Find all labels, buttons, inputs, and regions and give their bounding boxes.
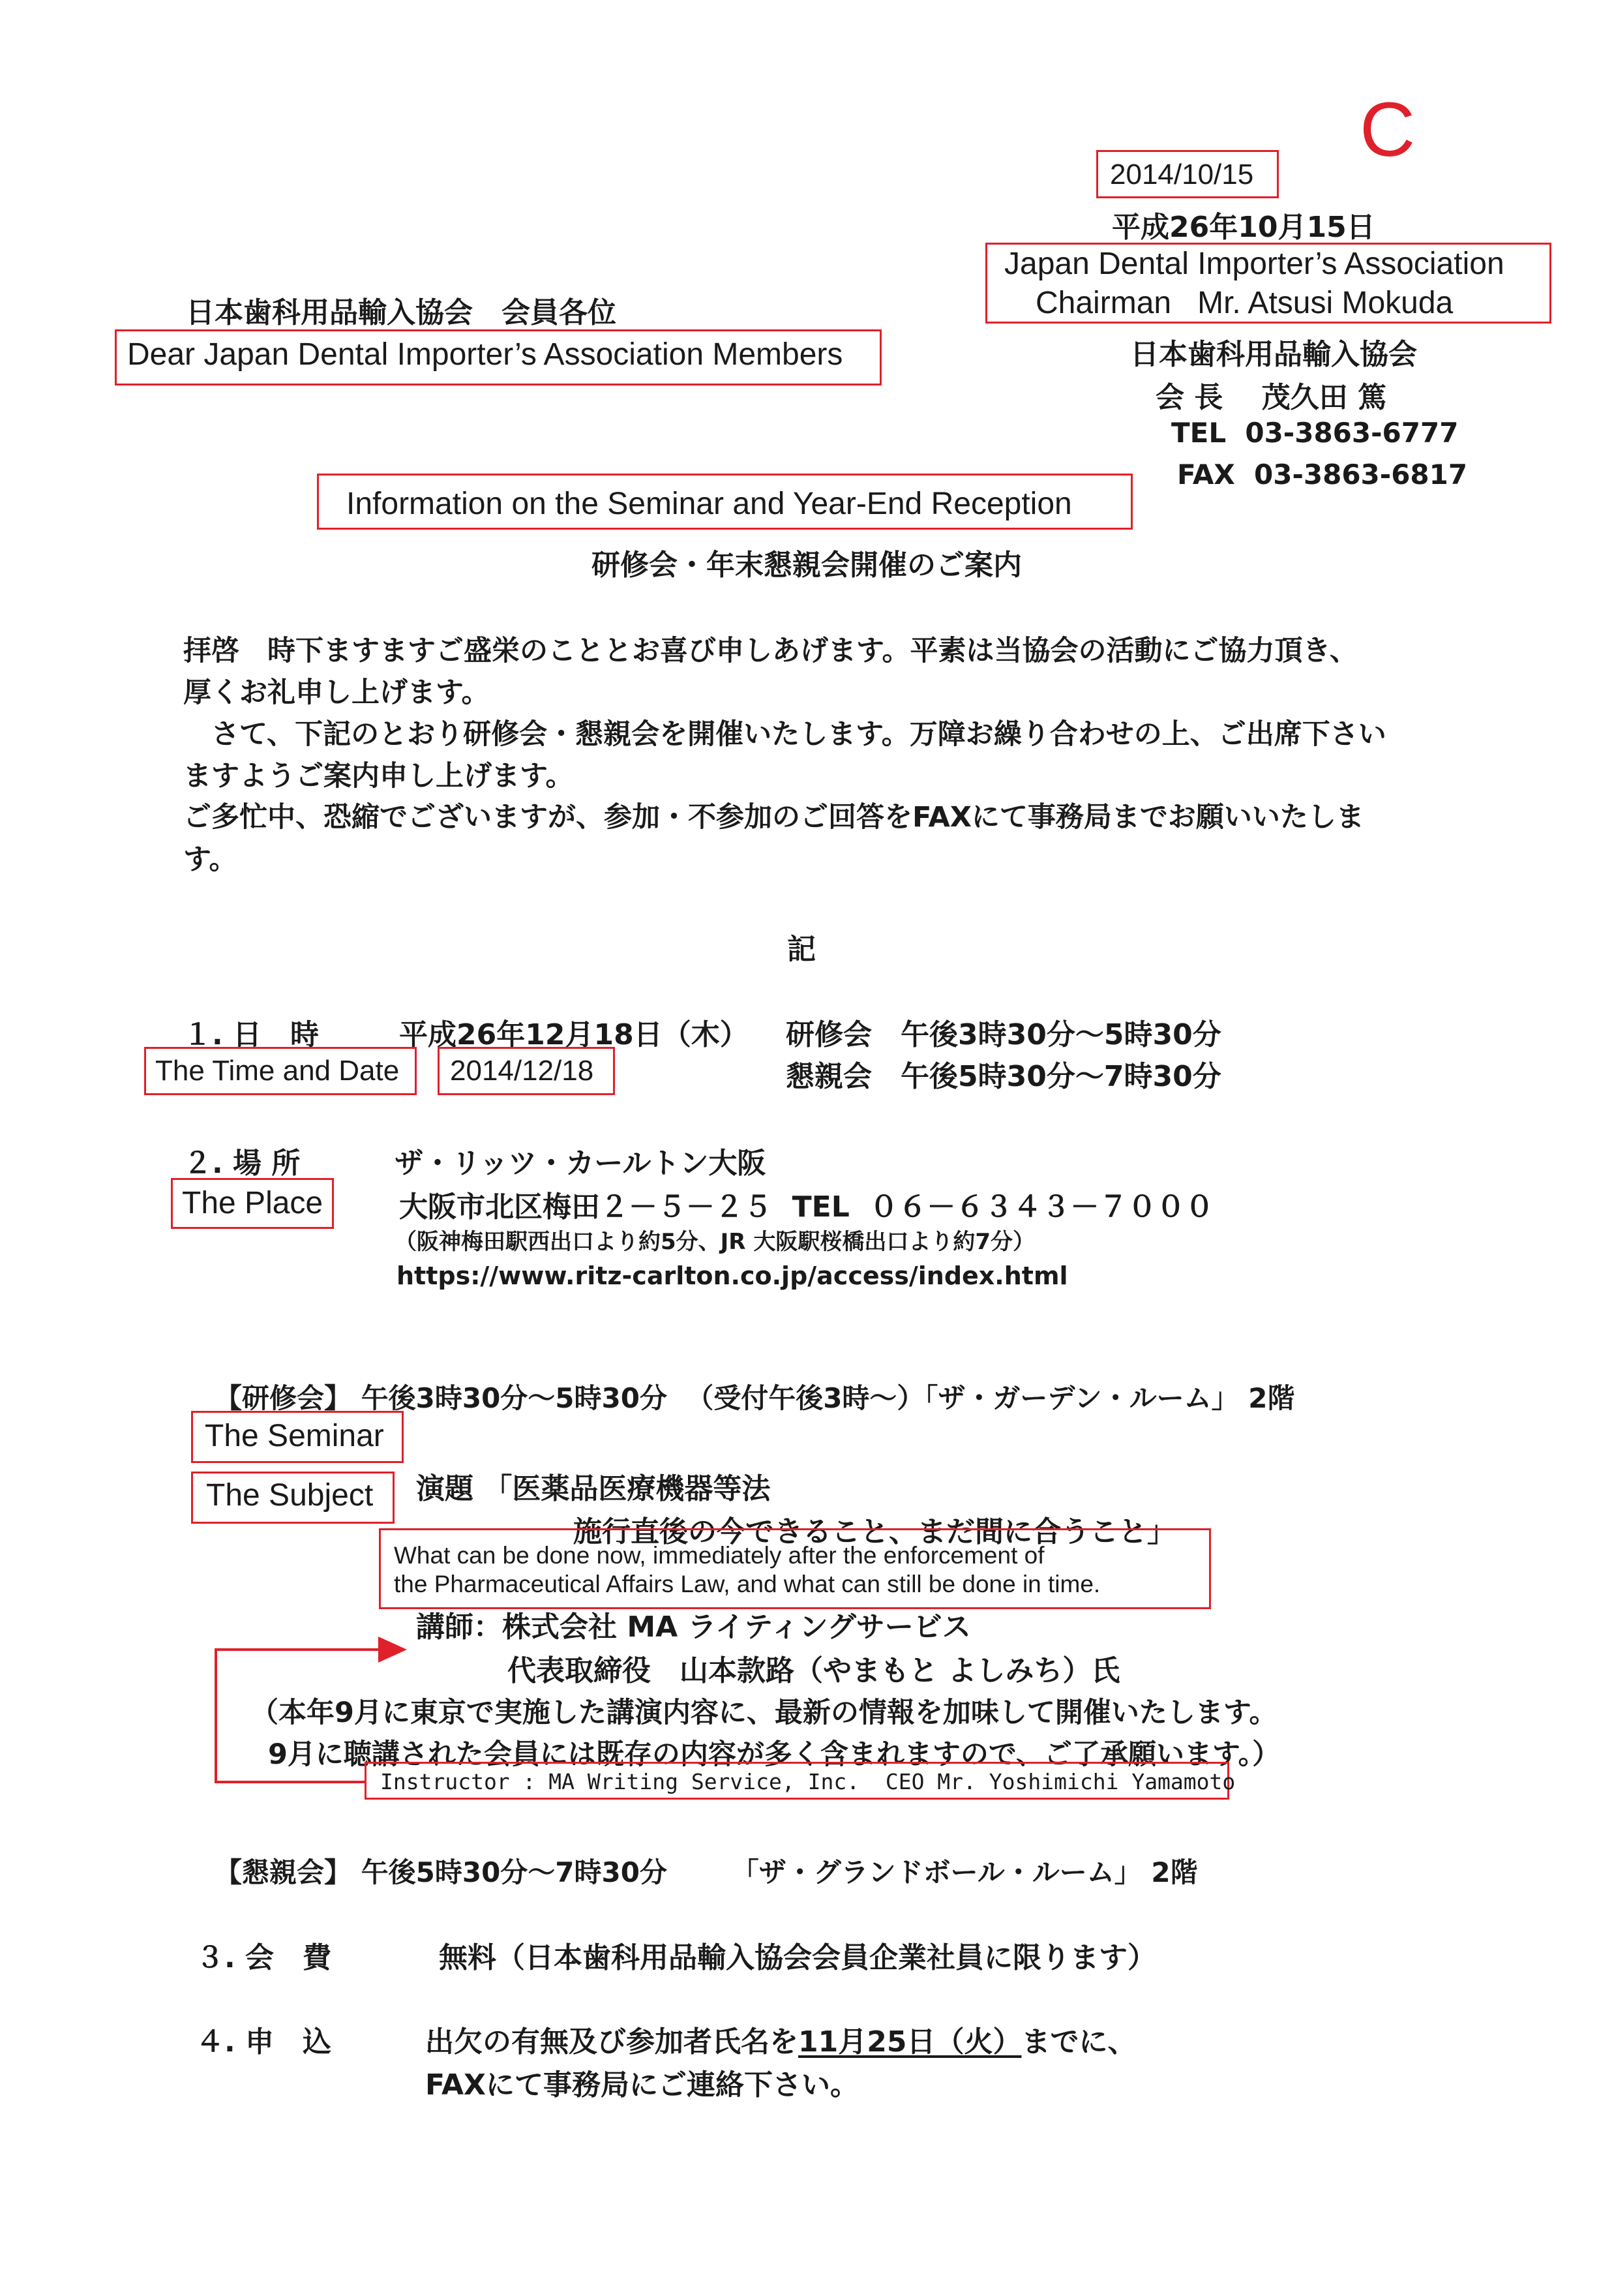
apply-line-1 — [425, 2018, 1136, 2060]
date-jp: 平成26年10月15日 — [1112, 211, 1375, 244]
lecturer-line-2: 代表取締役 山本款路（やまもと よしみち）氏 — [507, 1654, 1120, 1687]
venue-address: 大阪市北区梅田２－５－２５ TEL ０６－６３４３－７０００ — [399, 1190, 1214, 1224]
title-en: Information on the Seminar and Year-End Reception — [346, 487, 1072, 521]
seminar-label-en: The Seminar — [205, 1419, 384, 1453]
item2-heading: ２. 場 所 — [183, 1147, 301, 1180]
time-date-label-en: The Time and Date — [155, 1055, 400, 1087]
item1-date-en: 2014/12/18 — [450, 1055, 594, 1087]
title-jp: 研修会・年末懇親会開催のご案内 — [591, 549, 1022, 582]
sender-en-line2: Chairman Mr. Atsusi Mokuda — [1036, 286, 1454, 320]
note-line-2: 9月に聴講された会員には既存の内容が多く含まれますので、ご了承願います。） — [268, 1738, 1281, 1771]
instructor-en: Instructor : MA Writing Service, Inc. CEO Mr. Yoshimichi Yamamoto — [380, 1769, 1236, 1794]
body-line-3: さて、下記のとおり研修会・懇親会を開催いたします。万障お繰り合わせの上、ご出席下さい — [183, 718, 1386, 751]
arrow-top-line — [215, 1648, 384, 1651]
body-line-5: ご多忙中、恐縮でございますが、参加・不参加のご回答をFAXにて事務局までお願いいたしま — [183, 801, 1364, 834]
item1-heading: １. 日 時 — [183, 1018, 320, 1051]
venue-access: （阪神梅田駅西出口より約5分、JR 大阪駅桜橋出口より約7分） — [395, 1229, 1035, 1255]
apply-text-before: 出欠の有無及び参加者氏名を — [425, 2025, 798, 2059]
sender-tel: TEL 03-3863-6777 — [1171, 417, 1459, 449]
item1-date-jp: 平成26年12月18日（木） — [399, 1018, 749, 1051]
item1-seminar-time: 研修会 午後3時30分～5時30分 — [786, 1018, 1221, 1051]
venue-name: ザ・リッツ・カールトン大阪 — [395, 1147, 766, 1180]
sender-fax: FAX 03-3863-6817 — [1177, 459, 1468, 491]
sender-title-name: 会 長 茂久田 篤 — [1156, 381, 1386, 414]
apply-line-2: FAXにて事務局にご連絡下さい。 — [425, 2068, 859, 2102]
apply-text-after: までに、 — [1021, 2025, 1137, 2059]
arrow-vertical-line — [215, 1648, 217, 1783]
fee-text: 無料（日本歯科用品輸入協会会員企業社員に限ります） — [439, 1941, 1156, 1974]
sender-org: 日本歯科用品輸入協会 — [1130, 338, 1417, 371]
item3-heading: ３. 会 費 — [196, 1941, 332, 1974]
seminar-line: 【研修会】 午後3時30分～5時30分 （受付午後3時～）「ザ・ガーデン・ルーム」 2階 — [215, 1382, 1295, 1414]
reception-line: 【懇親会】 午後5時30分～7時30分 「ザ・グランドボール・ルーム」 2階 — [215, 1856, 1198, 1888]
body-line-2: 厚くお礼申し上げます。 — [183, 676, 490, 709]
venue-url: https://www.ritz-carlton.co.jp/access/index.html — [396, 1261, 1068, 1290]
item4-heading: ４. 申 込 — [196, 2025, 332, 2059]
subject-line-2: 施行直後の今できること、まだ間に合うこと」 — [573, 1515, 1176, 1548]
date-en: 2014/10/15 — [1110, 159, 1254, 190]
note-line-1: （本年9月に東京で実施した講演内容に、最新の情報を加味して開催いたします。 — [250, 1697, 1278, 1729]
subject-line-1: 演題 「医薬品医療機器等法 — [416, 1472, 771, 1505]
sender-en-line1: Japan Dental Importer’s Association — [1004, 247, 1504, 281]
subject-en-line-1: What can be done now, immediately after the enforcement of — [394, 1542, 1045, 1569]
recipient-jp: 日本歯科用品輸入協会 会員各位 — [186, 296, 616, 329]
document-mark-letter: C — [1360, 87, 1416, 173]
body-line-4: ますようご案内申し上げます。 — [183, 760, 574, 793]
ki-heading: 記 — [787, 933, 816, 966]
arrow-head-icon — [378, 1637, 407, 1663]
subject-en-line-2: the Pharmaceutical Affairs Law, and what can still be done in time. — [394, 1571, 1101, 1597]
subject-label-en: The Subject — [206, 1478, 374, 1513]
body-line-1: 拝啓 時下ますますご盛栄のこととお喜び申しあげます。平素は当協会の活動にご協力頂き、 — [183, 635, 1358, 667]
recipient-en: Dear Japan Dental Importer’s Association Members — [127, 337, 843, 372]
arrow-bottom-line — [215, 1781, 366, 1783]
item1-reception-time: 懇親会 午後5時30分～7時30分 — [786, 1060, 1221, 1093]
apply-deadline: 11月25日（火） — [798, 2025, 1022, 2059]
lecturer-line-1: 講師：株式会社 MA ライティングサービス — [416, 1610, 971, 1644]
place-label-en: The Place — [182, 1186, 323, 1220]
body-line-6: す。 — [183, 843, 237, 876]
